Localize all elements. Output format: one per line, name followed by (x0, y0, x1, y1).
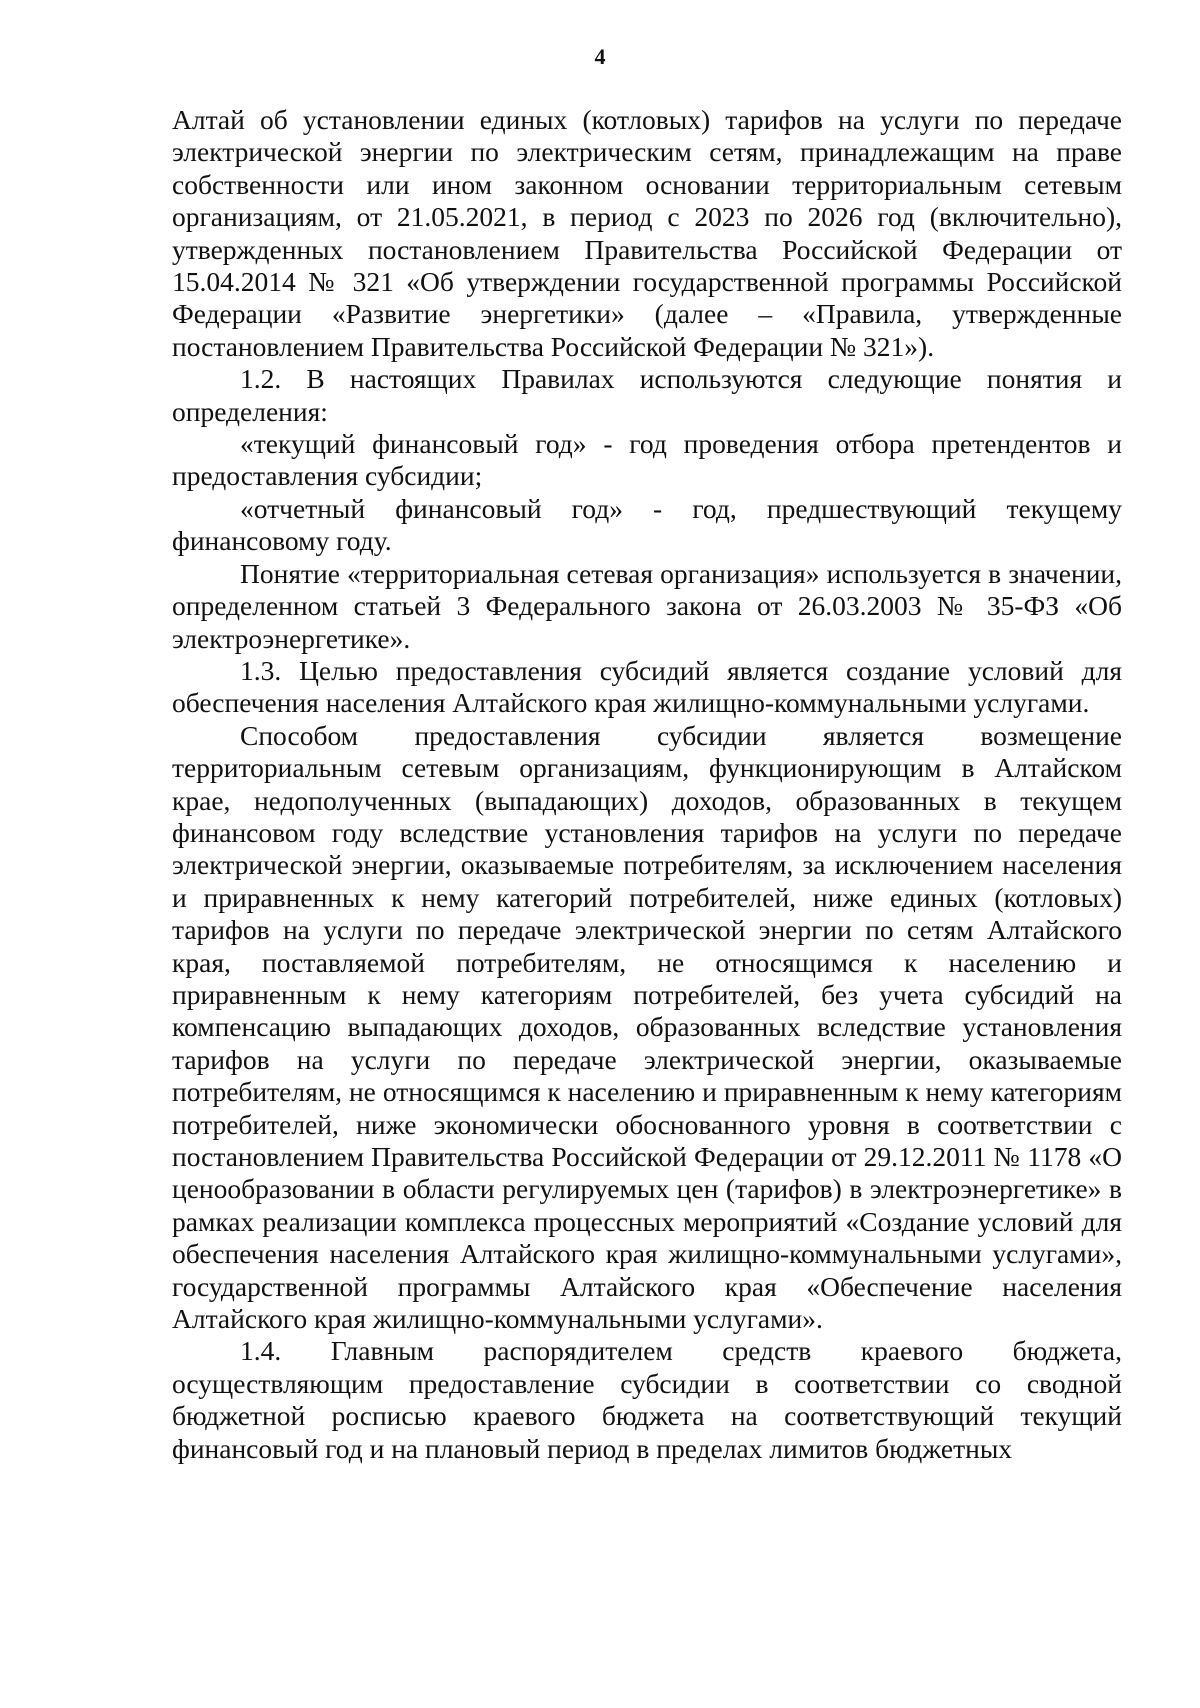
paragraph-1-2: 1.2. В настоящих Правилах используются следующие понятия и определения: (172, 363, 1122, 427)
paragraph-network-organization-definition: Понятие «территориальная сетевая организация» используется в значении, определенном статьей 3 Федерального закона от 26.03.2003 № 35-ФЗ «Об электроэнергетике». (172, 557, 1122, 654)
page-number: 4 (594, 44, 606, 69)
paragraph-current-year-definition: «текущий финансовый год» - год проведения отбора претендентов и предоставления субсидии; (172, 428, 1122, 492)
paragraph-reporting-year-definition: «отчетный финансовый год» - год, предшествующий текущему финансовому году. (172, 492, 1122, 557)
paragraph-continuation: Алтай об установлении единых (котловых) тарифов на услуги по передаче электрической энергии по электрическим сетям, принадлежащим на праве собственности или ином законном основании территориальным сетевым организациям, от 21.05.2021, в период с 2023 по 2026 год (включительно), утвержденных постановлением Правительства Российской Федерации от 15.04.2014 № 321 «Об утверждении государственной программы Российской Федерации «Развитие энергетики» (далее – «Правила, утвержденные постановлением Правительства Российской Федерации № 321»). (172, 104, 1122, 362)
paragraph-1-4: 1.4. Главным распорядителем средств краевого бюджета, осуществляющим предоставление субсидии в соответствии со сводной бюджетной росписью краевого бюджета на соответствующий текущий финансовый год и на плановый период в пределах лимитов бюджетных (172, 1335, 1122, 1464)
document-body (172, 104, 1122, 1465)
paragraph-1-3: 1.3. Целью предоставления субсидий является создание условий для обеспечения населения Алтайского края жилищно-коммунальными услугами. (172, 654, 1122, 719)
paragraph-subsidy-method: Способом предоставления субсидии является возмещение территориальным сетевым организациям, функционирующим в Алтайском крае, недополученных (выпадающих) доходов, образованных в текущем финансовом году вследствие установления тарифов на услуги по передаче электрической энергии, оказываемые потребителям, за исключением населения и приравненных к нему категорий потребителей, ниже единых (котловых) тарифов на услуги по передаче электрической энергии по сетям Алтайского края, поставляемой потребителям, не относящимся к населению и приравненным к нему категориям потребителей, без учета субсидий на компенсацию выпадающих доходов, образованных вследствие установления тарифов на услуги по передаче электрической энергии, оказываемые потребителям, не относящимся к населению и приравненным к нему категориям потребителей, ниже экономически обоснованного уровня в соответствии с постановлением Правительства Российской Федерации от 29.12.2011 № 1178 «О ценообразовании в области регулируемых цен (тарифов) в электроэнергетике» в рамках реализации комплекса процессных мероприятий «Создание условий для обеспечения населения Алтайского края жилищно-коммунальными услугами», государственной программы Алтайского края «Обеспечение населения Алтайского края жилищно-коммунальными услугами». (172, 719, 1122, 1335)
